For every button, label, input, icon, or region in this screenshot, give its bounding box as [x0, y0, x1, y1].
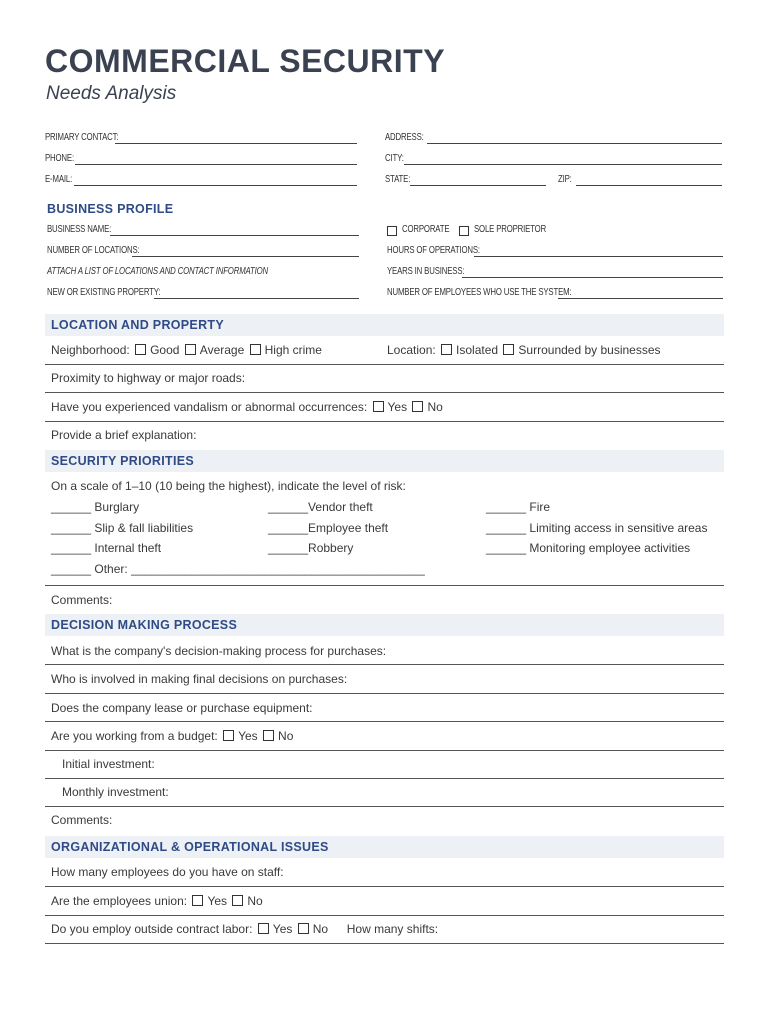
monitoring-label: Monitoring employee activities — [529, 541, 691, 555]
decision-comments-label: Comments: — [51, 813, 113, 827]
neighborhood-row — [51, 343, 322, 357]
location-type-row — [387, 343, 661, 357]
proximity-label: Proximity to highway or major roads: — [51, 371, 246, 385]
vandalism-no-checkbox[interactable] — [412, 401, 423, 412]
employee-theft-rating-field[interactable]: ______ — [268, 521, 309, 535]
burglary-label: Burglary — [94, 500, 140, 514]
hours-of-operations-field[interactable] — [474, 256, 723, 257]
divider — [45, 721, 724, 722]
divider — [45, 585, 724, 586]
monthly-investment-label: Monthly investment: — [62, 785, 169, 799]
risk-item-fire — [486, 500, 550, 514]
sole-proprietor-checkbox[interactable] — [459, 226, 469, 236]
internal-theft-rating-field[interactable]: ______ — [51, 541, 92, 555]
sole-proprietor-label: SOLE PROPRIETOR — [474, 224, 547, 235]
vandalism-row — [51, 400, 443, 414]
divider — [45, 806, 724, 807]
high-crime-label: High crime — [264, 343, 322, 357]
risk-item-other — [51, 562, 425, 576]
average-checkbox[interactable] — [185, 344, 196, 355]
form-title: COMMERCIAL SECURITY — [45, 43, 446, 79]
risk-item-vendor-theft — [268, 500, 373, 514]
new-or-existing-field[interactable] — [154, 298, 359, 299]
business-profile-heading: BUSINESS PROFILE — [47, 202, 174, 216]
high-crime-checkbox[interactable] — [250, 344, 261, 355]
years-in-business-label: YEARS IN BUSINESS: — [387, 266, 465, 277]
shifts-label: How many shifts: — [346, 922, 439, 936]
limiting-access-rating-field[interactable]: ______ — [486, 521, 527, 535]
union-row — [51, 894, 263, 908]
union-no-label: No — [247, 894, 263, 908]
employees-using-system-field[interactable] — [558, 298, 723, 299]
vandalism-no-label: No — [427, 400, 443, 414]
fire-rating-field[interactable]: ______ — [486, 500, 527, 514]
priorities-comments-label: Comments: — [51, 593, 113, 607]
new-or-existing-label: NEW OR EXISTING PROPERTY: — [47, 287, 161, 298]
vendor-theft-label: Vendor theft — [308, 500, 373, 514]
robbery-rating-field[interactable]: ______ — [268, 541, 309, 555]
other-description-field[interactable]: ____________________________________________ — [131, 562, 425, 576]
number-of-locations-label: NUMBER OF LOCATIONS: — [47, 245, 140, 256]
budget-yes-label: Yes — [238, 729, 258, 743]
slip-fall-rating-field[interactable]: ______ — [51, 521, 92, 535]
divider — [45, 943, 724, 944]
address-label: ADDRESS: — [385, 132, 424, 143]
contract-labor-row — [51, 922, 438, 936]
budget-label: Are you working from a budget: — [51, 729, 218, 743]
email-label: E-MAIL: — [45, 174, 73, 185]
organizational-section-bar — [45, 836, 724, 858]
city-label: CITY: — [385, 153, 404, 164]
union-label: Are the employees union: — [51, 894, 188, 908]
fire-label: Fire — [529, 500, 551, 514]
initial-investment-label: Initial investment: — [62, 757, 155, 771]
priorities-section-bar — [45, 450, 724, 472]
slip-fall-label: Slip & fall liabilities — [94, 521, 194, 535]
divider — [45, 664, 724, 665]
staff-count-label: How many employees do you have on staff: — [51, 865, 284, 879]
decision-section-bar — [45, 614, 724, 636]
business-name-field[interactable] — [110, 235, 359, 236]
divider — [45, 886, 724, 887]
isolated-label: Isolated — [456, 343, 499, 357]
union-yes-checkbox[interactable] — [192, 895, 203, 906]
union-no-checkbox[interactable] — [232, 895, 243, 906]
budget-no-checkbox[interactable] — [263, 730, 274, 741]
lease-or-purchase-label: Does the company lease or purchase equipment: — [51, 701, 313, 715]
explanation-label: Provide a brief explanation: — [51, 428, 197, 442]
risk-item-internal-theft — [51, 541, 161, 555]
vandalism-label: Have you experienced vandalism or abnormal occurrences: — [51, 400, 368, 414]
divider — [45, 364, 724, 365]
vandalism-yes-label: Yes — [387, 400, 408, 414]
risk-item-burglary — [51, 500, 139, 514]
zip-field[interactable] — [576, 185, 722, 186]
limiting-access-label: Limiting access in sensitive areas — [529, 521, 708, 535]
other-label: Other: — [94, 562, 128, 576]
union-yes-label: Yes — [207, 894, 228, 908]
robbery-label: Robbery — [308, 541, 354, 555]
other-rating-field[interactable]: ______ — [51, 562, 92, 576]
phone-label: PHONE: — [45, 153, 74, 164]
risk-item-limiting-access — [486, 521, 707, 535]
location-section-bar — [45, 314, 724, 336]
contract-yes-checkbox[interactable] — [258, 923, 269, 934]
burglary-rating-field[interactable]: ______ — [51, 500, 92, 514]
attach-list-note: ATTACH A LIST OF LOCATIONS AND CONTACT INFORMATION — [47, 266, 269, 277]
budget-no-label: No — [278, 729, 294, 743]
divider — [45, 915, 724, 916]
employee-theft-label: Employee theft — [308, 521, 389, 535]
good-label: Good — [150, 343, 180, 357]
divider — [45, 750, 724, 751]
budget-row — [51, 729, 293, 743]
organizational-section-heading: ORGANIZATIONAL & OPERATIONAL ISSUES — [51, 840, 329, 854]
divider — [45, 421, 724, 422]
number-of-locations-field[interactable] — [132, 256, 359, 257]
state-label: STATE: — [385, 174, 411, 185]
phone-field[interactable] — [75, 164, 357, 165]
employees-using-system-label: NUMBER OF EMPLOYEES WHO USE THE SYSTEM: — [387, 287, 572, 298]
surrounded-label: Surrounded by businesses — [518, 343, 661, 357]
risk-item-slip-fall — [51, 521, 193, 535]
contract-no-checkbox[interactable] — [298, 923, 309, 934]
primary-contact-label: PRIMARY CONTACT: — [45, 132, 119, 143]
divider — [45, 392, 724, 393]
divider — [45, 778, 724, 779]
surrounded-checkbox[interactable] — [503, 344, 514, 355]
location-label: Location: — [387, 343, 436, 357]
risk-item-robbery — [268, 541, 353, 555]
divider — [45, 693, 724, 694]
decision-who-label: Who is involved in making final decisions on purchases: — [51, 672, 348, 686]
contract-yes-label: Yes — [272, 922, 293, 936]
hours-of-operations-label: HOURS OF OPERATIONS: — [387, 245, 480, 256]
years-in-business-field[interactable] — [462, 277, 723, 278]
risk-scale-instruction: On a scale of 1–10 (10 being the highest), indicate the level of risk: — [51, 479, 406, 493]
monitoring-rating-field[interactable]: ______ — [486, 541, 527, 555]
location-section-heading: LOCATION AND PROPERTY — [51, 318, 224, 332]
isolated-checkbox[interactable] — [441, 344, 452, 355]
neighborhood-label: Neighborhood: — [51, 343, 130, 357]
state-field[interactable] — [410, 185, 546, 186]
risk-item-employee-theft — [268, 521, 388, 535]
contract-labor-label: Do you employ outside contract labor: — [51, 922, 253, 936]
average-label: Average — [199, 343, 245, 357]
zip-label: ZIP: — [558, 174, 572, 185]
form-subtitle: Needs Analysis — [46, 83, 177, 104]
vandalism-yes-checkbox[interactable] — [373, 401, 384, 412]
primary-contact-field[interactable] — [115, 143, 357, 144]
decision-process-label: What is the company's decision-making process for purchases: — [51, 644, 387, 658]
vendor-theft-rating-field[interactable]: ______ — [268, 500, 309, 514]
contract-no-label: No — [312, 922, 329, 936]
corporate-label: CORPORATE — [402, 224, 450, 235]
business-name-label: BUSINESS NAME: — [47, 224, 112, 235]
email-field[interactable] — [74, 185, 357, 186]
address-field[interactable] — [427, 143, 722, 144]
good-checkbox[interactable] — [135, 344, 146, 355]
decision-section-heading: DECISION MAKING PROCESS — [51, 618, 238, 632]
city-field[interactable] — [404, 164, 722, 165]
risk-item-monitoring — [486, 541, 690, 555]
internal-theft-label: Internal theft — [94, 541, 162, 555]
corporate-checkbox[interactable] — [387, 226, 397, 236]
priorities-section-heading: SECURITY PRIORITIES — [51, 454, 194, 468]
budget-yes-checkbox[interactable] — [223, 730, 234, 741]
